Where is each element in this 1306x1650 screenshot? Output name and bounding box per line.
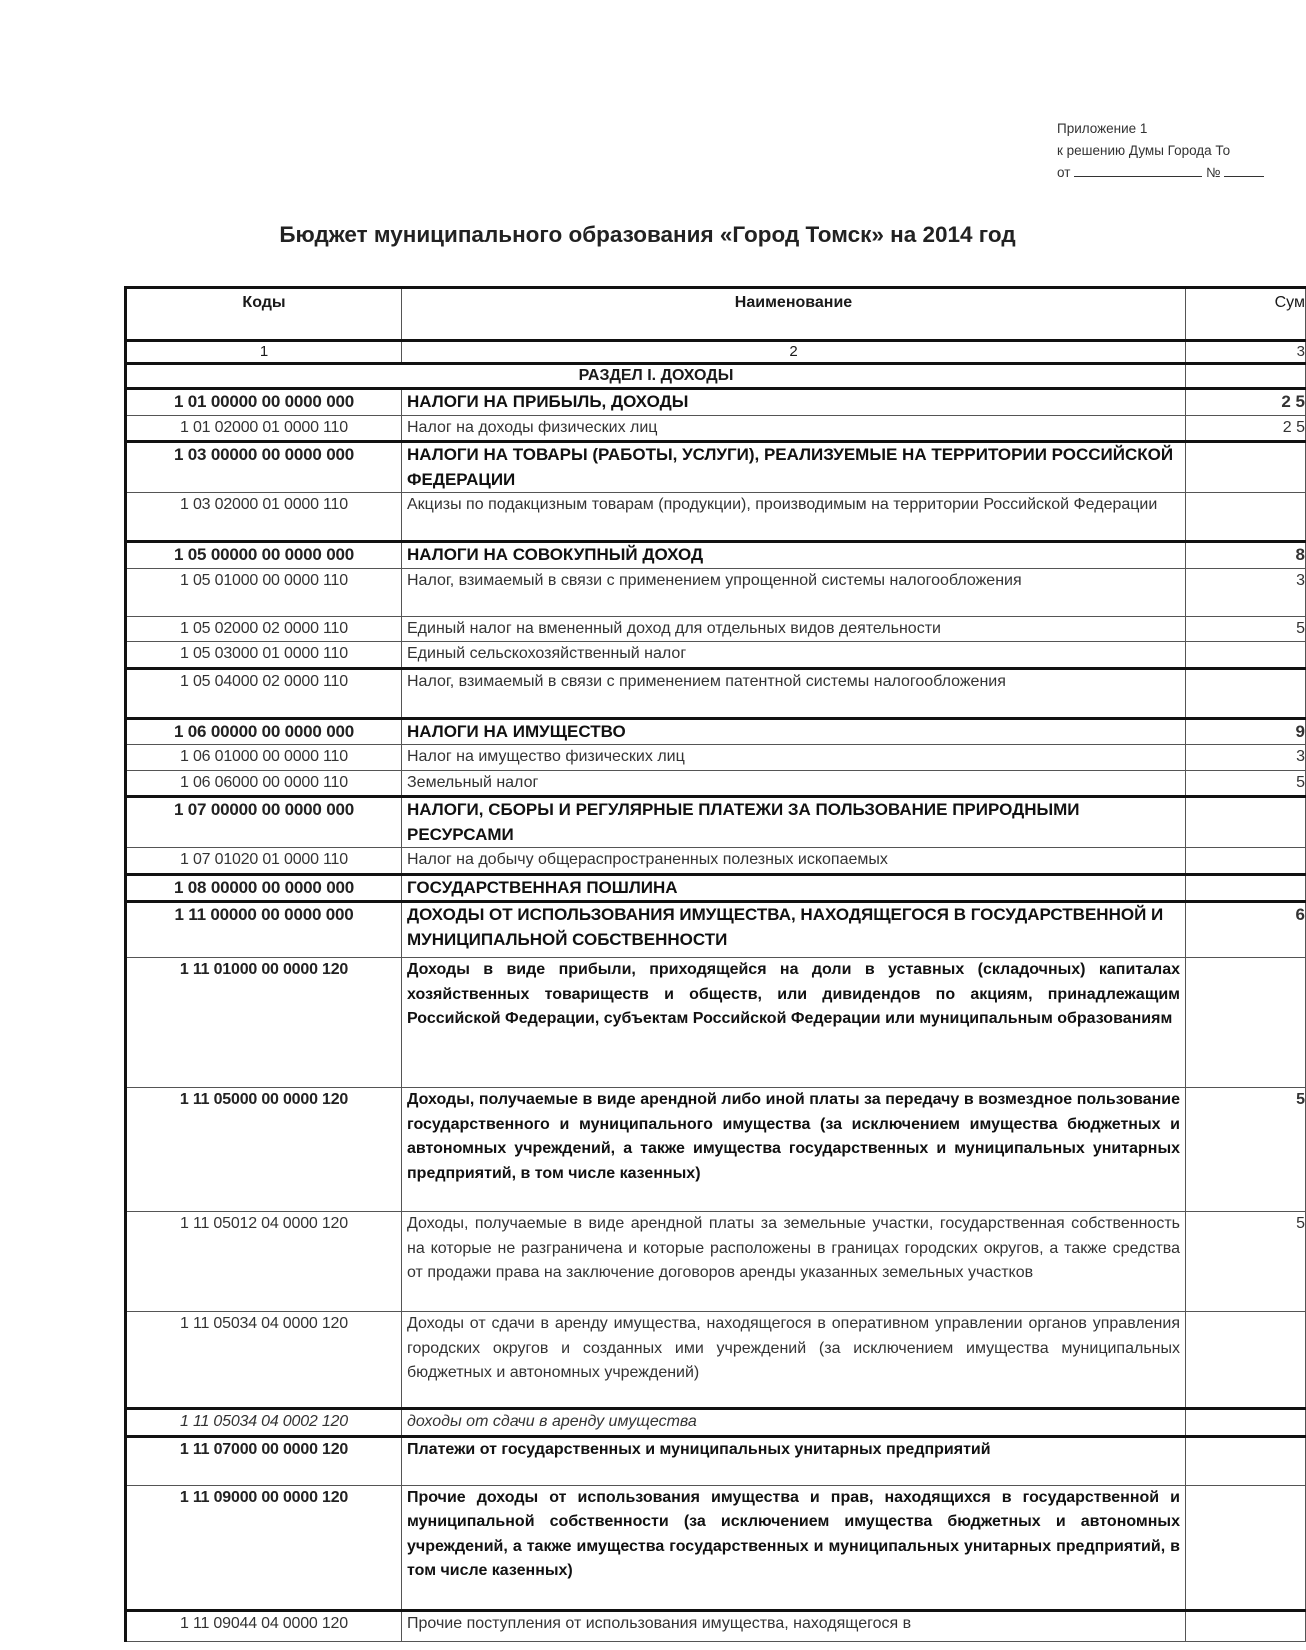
table-row bbox=[126, 874, 1306, 902]
row-name: Прочие поступления от использования имущества, находящегося в bbox=[402, 1610, 1186, 1641]
row-name: НАЛОГИ НА ПРИБЫЛЬ, ДОХОДЫ bbox=[402, 389, 1186, 416]
row-sum bbox=[1186, 493, 1306, 542]
row-code: 1 06 01000 00 0000 110 bbox=[126, 745, 402, 771]
row-code: 1 05 04000 02 0000 110 bbox=[126, 668, 402, 718]
row-code: 1 11 05034 04 0002 120 bbox=[126, 1409, 402, 1437]
row-name: Налог, взимаемый в связи с применением упрощенной системы налогообложения bbox=[402, 568, 1186, 616]
table-row bbox=[126, 442, 1306, 493]
header-codes: Коды bbox=[126, 288, 402, 341]
row-code: 1 03 02000 01 0000 110 bbox=[126, 493, 402, 542]
row-name: Налог на имущество физических лиц bbox=[402, 745, 1186, 771]
column-number-row bbox=[126, 341, 1306, 364]
row-sum bbox=[1186, 1312, 1306, 1409]
table-row bbox=[126, 1436, 1306, 1485]
row-name: Налог, взимаемый в связи с применением патентной системы налогообложения bbox=[402, 668, 1186, 718]
row-sum: 5 bbox=[1186, 1212, 1306, 1312]
row-sum: 5 bbox=[1186, 616, 1306, 642]
table-row bbox=[126, 1409, 1306, 1437]
table-row bbox=[126, 718, 1306, 745]
row-sum bbox=[1186, 1485, 1306, 1610]
row-code: 1 07 00000 00 0000 000 bbox=[126, 797, 402, 848]
row-sum: 8 bbox=[1186, 542, 1306, 569]
row-name: НАЛОГИ НА СОВОКУПНЫЙ ДОХОД bbox=[402, 542, 1186, 569]
row-sum bbox=[1186, 442, 1306, 493]
row-name: Акцизы по подакцизным товарам (продукции), производимым на территории Российской Федерации bbox=[402, 493, 1186, 542]
row-code: 1 07 01020 01 0000 110 bbox=[126, 848, 402, 875]
table-row bbox=[126, 389, 1306, 416]
row-name: Доходы от сдачи в аренду имущества, находящегося в оперативном управлении органов управления городских округов и созданных ими учреждений (за исключением имущества муниципальных бюджетных и автономных учреждений) bbox=[402, 1312, 1186, 1409]
row-sum bbox=[1186, 958, 1306, 1088]
row-name: НАЛОГИ НА ИМУЩЕСТВО bbox=[402, 718, 1186, 745]
row-sum bbox=[1186, 874, 1306, 902]
row-name: ДОХОДЫ ОТ ИСПОЛЬЗОВАНИЯ ИМУЩЕСТВА, НАХОДЯЩЕГОСЯ В ГОСУДАРСТВЕННОЙ И МУНИЦИПАЛЬНОЙ СОБСТВЕННОСТИ bbox=[402, 902, 1186, 958]
section-sum bbox=[1186, 364, 1306, 389]
column-number-1: 1 bbox=[126, 341, 402, 364]
row-name: Земельный налог bbox=[402, 770, 1186, 797]
table-row bbox=[126, 542, 1306, 569]
row-code: 1 01 02000 01 0000 110 bbox=[126, 415, 402, 442]
row-sum: 2 5 bbox=[1186, 389, 1306, 416]
row-name: Единый налог на вмененный доход для отдельных видов деятельности bbox=[402, 616, 1186, 642]
appendix-line-3 bbox=[1057, 162, 1264, 184]
row-code: 1 05 03000 01 0000 110 bbox=[126, 642, 402, 669]
row-sum: 3 bbox=[1186, 568, 1306, 616]
row-sum bbox=[1186, 668, 1306, 718]
row-code: 1 11 05012 04 0000 120 bbox=[126, 1212, 402, 1312]
row-name: НАЛОГИ, СБОРЫ И РЕГУЛЯРНЫЕ ПЛАТЕЖИ ЗА ПОЛЬЗОВАНИЕ ПРИРОДНЫМИ РЕСУРСАМИ bbox=[402, 797, 1186, 848]
document-title: Бюджет муниципального образования «Город Томск» на 2014 год bbox=[279, 222, 1016, 247]
appendix-number-label: № bbox=[1205, 165, 1221, 180]
row-sum: 6 bbox=[1186, 902, 1306, 958]
row-sum bbox=[1186, 1436, 1306, 1485]
header-sum: Сум bbox=[1186, 288, 1306, 341]
table-row bbox=[126, 848, 1306, 875]
row-code: 1 08 00000 00 0000 000 bbox=[126, 874, 402, 902]
row-code: 1 11 07000 00 0000 120 bbox=[126, 1436, 402, 1485]
row-sum: 5 bbox=[1186, 770, 1306, 797]
row-code: 1 11 05000 00 0000 120 bbox=[126, 1088, 402, 1212]
row-sum bbox=[1186, 1610, 1306, 1641]
appendix-line-2: к решению Думы Города То bbox=[1057, 143, 1231, 158]
table-row bbox=[126, 902, 1306, 958]
row-name: Прочие доходы от использования имущества и прав, находящихся в государственной и муниципальной собственности (за исключением имущества бюджетных и автономных учреждений, а также имущества государственных и муниципальных унитарных предприятий, в том числе казенных) bbox=[402, 1485, 1186, 1610]
column-number-3: 3 bbox=[1186, 341, 1306, 364]
row-name: Доходы, получаемые в виде арендной платы за земельные участки, государственная собственность на которые не разграничена и которые расположены в границах городских округов, а также средства от продажи права на заключение договоров аренды указанных земельных участков bbox=[402, 1212, 1186, 1312]
row-code: 1 11 00000 00 0000 000 bbox=[126, 902, 402, 958]
row-code: 1 11 05034 04 0000 120 bbox=[126, 1312, 402, 1409]
row-code: 1 03 00000 00 0000 000 bbox=[126, 442, 402, 493]
table-row bbox=[126, 642, 1306, 669]
appendix-number-blank bbox=[1224, 162, 1264, 177]
table-row bbox=[126, 415, 1306, 442]
table-row bbox=[126, 1312, 1306, 1409]
column-number-2: 2 bbox=[402, 341, 1186, 364]
budget-table bbox=[124, 286, 1306, 1642]
row-code: 1 11 09000 00 0000 120 bbox=[126, 1485, 402, 1610]
row-code: 1 05 02000 02 0000 110 bbox=[126, 616, 402, 642]
row-code: 1 06 06000 00 0000 110 bbox=[126, 770, 402, 797]
row-name: доходы от сдачи в аренду имущества bbox=[402, 1409, 1186, 1437]
row-code: 1 06 00000 00 0000 000 bbox=[126, 718, 402, 745]
table-row bbox=[126, 745, 1306, 771]
table-row bbox=[126, 958, 1306, 1088]
row-code: 1 05 01000 00 0000 110 bbox=[126, 568, 402, 616]
section-row bbox=[126, 364, 1306, 389]
row-name: Доходы в виде прибыли, приходящейся на доли в уставных (складочных) капиталах хозяйственных товариществ и обществ, или дивидендов по акциям, принадлежащим Российской Федерации, субъектам Российской Федерации или муниципальным образованиям bbox=[402, 958, 1186, 1088]
table-row bbox=[126, 616, 1306, 642]
row-name: ГОСУДАРСТВЕННАЯ ПОШЛИНА bbox=[402, 874, 1186, 902]
row-sum: 9 bbox=[1186, 718, 1306, 745]
table-row bbox=[126, 493, 1306, 542]
row-sum: 5 bbox=[1186, 1088, 1306, 1212]
appendix-note bbox=[1057, 118, 1264, 184]
row-code: 1 05 00000 00 0000 000 bbox=[126, 542, 402, 569]
row-code: 1 11 01000 00 0000 120 bbox=[126, 958, 402, 1088]
appendix-date-blank bbox=[1074, 162, 1202, 177]
section-title: РАЗДЕЛ I. ДОХОДЫ bbox=[126, 364, 1186, 389]
row-sum bbox=[1186, 848, 1306, 875]
table-row bbox=[126, 568, 1306, 616]
row-name: Единый сельскохозяйственный налог bbox=[402, 642, 1186, 669]
table-row bbox=[126, 1485, 1306, 1610]
row-sum bbox=[1186, 797, 1306, 848]
header-name: Наименование bbox=[402, 288, 1186, 341]
row-name: Налог на доходы физических лиц bbox=[402, 415, 1186, 442]
table-row bbox=[126, 1212, 1306, 1312]
row-name: Доходы, получаемые в виде арендной либо иной платы за передачу в возмездное пользование государственного и муниципального имущества (за исключением имущества бюджетных и автономных учреждений, а также имущества государственных и муниципальных унитарных предприятий, в том числе казенных) bbox=[402, 1088, 1186, 1212]
row-code: 1 01 00000 00 0000 000 bbox=[126, 389, 402, 416]
row-name: Налог на добычу общераспространенных полезных ископаемых bbox=[402, 848, 1186, 875]
row-name: Платежи от государственных и муниципальных унитарных предприятий bbox=[402, 1436, 1186, 1485]
appendix-line-1: Приложение 1 bbox=[1057, 121, 1148, 136]
table-row bbox=[126, 1610, 1306, 1641]
row-sum: 3 bbox=[1186, 745, 1306, 771]
row-sum: 2 5 bbox=[1186, 415, 1306, 442]
row-sum bbox=[1186, 1409, 1306, 1437]
table-row bbox=[126, 797, 1306, 848]
appendix-date-label: от bbox=[1057, 165, 1071, 180]
row-code: 1 11 09044 04 0000 120 bbox=[126, 1610, 402, 1641]
row-name: НАЛОГИ НА ТОВАРЫ (РАБОТЫ, УСЛУГИ), РЕАЛИЗУЕМЫЕ НА ТЕРРИТОРИИ РОССИЙСКОЙ ФЕДЕРАЦИИ bbox=[402, 442, 1186, 493]
table-row bbox=[126, 668, 1306, 718]
table-row bbox=[126, 770, 1306, 797]
row-sum bbox=[1186, 642, 1306, 669]
table-header-row bbox=[126, 288, 1306, 341]
table-row bbox=[126, 1088, 1306, 1212]
